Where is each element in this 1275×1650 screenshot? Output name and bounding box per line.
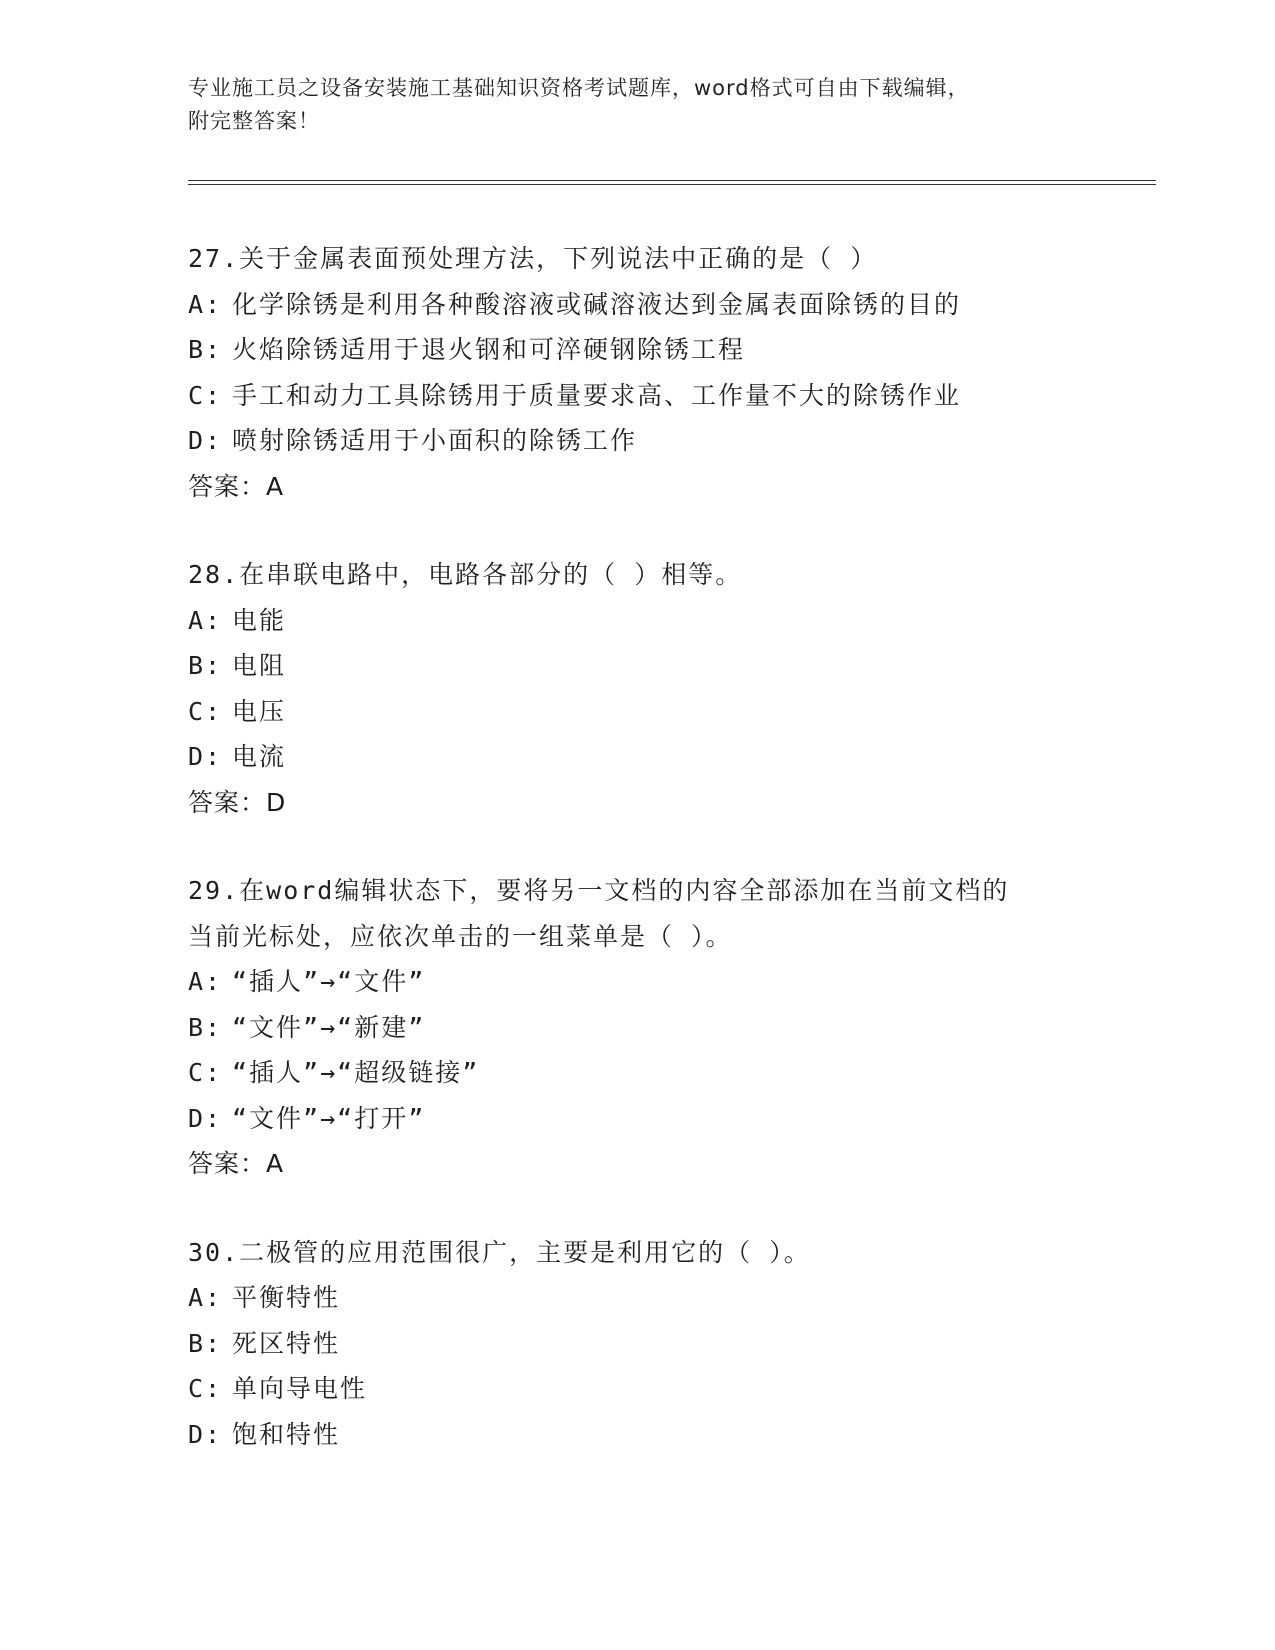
answer-key: 答案：D [188, 787, 287, 817]
answer-option [188, 282, 1148, 328]
question-stem: 28.在串联电路中，电路各部分的（ ）相等。 [188, 560, 743, 589]
answer-option [188, 643, 1148, 689]
question-stem: 30.二极管的应用范围很广，主要是利用它的（ ）。 [188, 1237, 811, 1267]
option-text: “文件”→“打开” [232, 1103, 426, 1133]
option-text: 喷射除锈适用于小面积的除锈工作 [232, 426, 638, 455]
question-list [188, 236, 1148, 1500]
question-stem: 29.在word编辑状态下，要将另一文档的内容全部添加在当前文档的 [188, 876, 1010, 905]
option-letter: A: [188, 605, 223, 635]
option-text: 化学除锈是利用各种酸溶液或碱溶液达到金属表面除锈的目的 [232, 289, 962, 319]
answer-option [188, 689, 1148, 735]
question-block [188, 1230, 1148, 1458]
option-letter: D: [188, 742, 223, 771]
answer-option [188, 327, 1148, 373]
option-letter: C: [188, 1374, 223, 1403]
answer-option [188, 734, 1148, 780]
option-letter: D: [188, 1103, 223, 1133]
header-divider-top [188, 180, 1156, 181]
option-text: 电能 [232, 605, 287, 635]
option-letter: D: [188, 1419, 223, 1449]
question-stem: 当前光标处，应依次单击的一组菜单是（ ）。 [188, 921, 733, 951]
option-letter: C: [188, 696, 223, 726]
answer-key: 答案：A [188, 1149, 285, 1178]
answer-option [188, 1366, 1148, 1412]
answer-option [188, 959, 1148, 1005]
answer-option [188, 373, 1148, 419]
option-letter: A: [188, 1283, 223, 1312]
option-letter: C: [188, 1058, 223, 1087]
option-letter: B: [188, 651, 223, 680]
option-letter: A: [188, 289, 223, 319]
option-letter: D: [188, 426, 223, 455]
option-text: 手工和动力工具除锈用于质量要求高、工作量不大的除锈作业 [232, 380, 962, 410]
option-text: 电阻 [232, 651, 287, 680]
option-letter: B: [188, 1012, 223, 1042]
answer-option [188, 1050, 1148, 1096]
header-line-2: 附完整答案！ [188, 109, 320, 133]
header-line-1: 专业施工员之设备安装施工基础知识资格考试题库，word格式可自由下载编辑， [188, 76, 970, 100]
answer-key: 答案：A [188, 471, 285, 501]
option-text: 电压 [232, 696, 287, 726]
answer-option [188, 1005, 1148, 1051]
header-divider-bottom [188, 184, 1156, 185]
option-text: “插人”→“文件” [232, 967, 426, 996]
question-stem: 27.关于金属表面预处理方法，下列说法中正确的是（ ） [188, 244, 878, 273]
option-letter: C: [188, 380, 223, 410]
question-block [188, 552, 1148, 825]
option-text: 饱和特性 [232, 1419, 341, 1449]
answer-option [188, 1096, 1148, 1142]
option-letter: B: [188, 335, 223, 364]
option-text: “插人”→“超级链接” [232, 1058, 480, 1087]
option-text: “文件”→“新建” [232, 1012, 426, 1042]
option-text: 电流 [232, 742, 287, 771]
document-header [188, 72, 1068, 138]
option-text: 火焰除锈适用于退火钢和可淬硬钢除锈工程 [232, 335, 746, 364]
answer-option [188, 1412, 1148, 1458]
question-block [188, 868, 1148, 1187]
option-text: 单向导电性 [232, 1374, 368, 1403]
answer-option [188, 1321, 1148, 1367]
answer-option [188, 1275, 1148, 1321]
option-text: 平衡特性 [232, 1283, 341, 1312]
option-text: 死区特性 [232, 1328, 341, 1358]
option-letter: B: [188, 1328, 223, 1358]
question-block [188, 236, 1148, 509]
answer-option [188, 598, 1148, 644]
option-letter: A: [188, 967, 223, 996]
answer-option [188, 418, 1148, 464]
